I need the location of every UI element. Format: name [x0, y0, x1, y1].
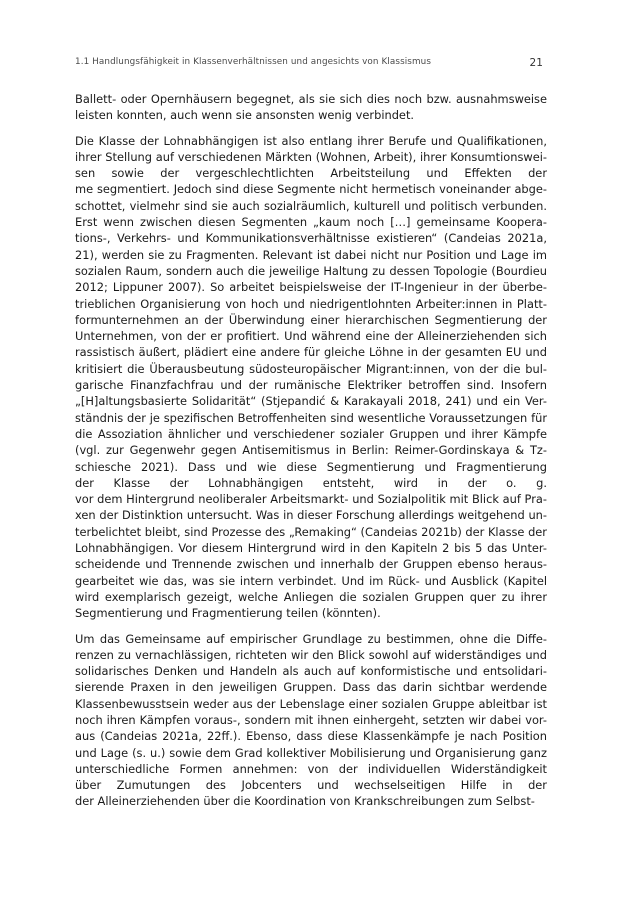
text-line: der Klasse der Lohnabhängigen entsteht, wird in der o. g. [75, 475, 547, 490]
text-line: scheidende und Trennende zwischen und innerhalb der Gruppen ebenso heraus- [75, 557, 547, 572]
text-line: rassistisch äußert, plädiert eine andere für gleiche Löhne in der gesamten EU und [75, 345, 547, 360]
text-line: formunternehmen an der Überwindung einer hierarchischen Segmentierung der [75, 312, 547, 327]
text-line: Segmentierung und Fragmentierung teilen (könnten). [75, 606, 381, 621]
text-line: Ballett- oder Opernhäusern begegnet, als sie sich dies noch bzw. ausnahmsweise [75, 92, 547, 106]
text-line: sozialen Raum, sondern auch die jeweilige Haltung zu dessen Topologie (Bourdieu [75, 263, 547, 278]
text-line: die Assoziation ähnlicher und verschiedener sozialer Gruppen und ihrer Kämpfe [75, 426, 547, 441]
text-line: (vgl. zur Gegenwehr gegen Antisemitismus in Berlin: Reimer-Gordinskaya & Tz- [75, 443, 547, 458]
text-line: 2012; Lippuner 2007). So arbeitet beispielsweise der IT-Ingenieur in der überbe- [75, 280, 547, 295]
text-line: Erst wenn zwischen diesen Segmenten „kaum noch […] gemeinsame Koopera- [75, 215, 547, 230]
text-line: schiesche 2021). Dass und wie diese Segmentierung und Fragmentierung [75, 459, 547, 474]
text-line: solidarisches Denken und Handeln als auch auf konformistische und entsolidari- [75, 664, 547, 679]
paragraph [75, 133, 547, 622]
text-line: sierende Praxen in den jeweiligen Gruppen. Dass das darin sichtbar werdende [75, 680, 547, 695]
text-line: aus (Candeias 2021a, 22ff.). Ebenso, dass diese Klassenkämpfe je nach Position [75, 729, 547, 744]
text-line: tions-, Verkehrs- und Kommunikationsverhältnisse existieren“ (Candeias 2021a, [75, 231, 547, 246]
text-line: Unternehmen, von der er profitiert. Und während eine der Alleinerziehenden sich [75, 329, 547, 344]
text-line: schottet, vielmehr sind sie auch sozialräumlich, kulturell und politisch verbunden. [75, 198, 547, 213]
text-line: Klassenbewusstsein weder aus der Lebenslage einer sozialen Gruppe ableitbar ist [75, 696, 547, 711]
text-line: garische Finanzfachfrau und der rumänische Elektriker betroffen sind. Insofern [75, 378, 547, 393]
text-line: ihrer Stellung auf verschiedenen Märkten (Wohnen, Arbeit), ihrer Konsumtionswei- [75, 149, 547, 164]
text-line: me segmentiert. Jedoch sind diese Segmente nicht hermetisch voneinander abge- [75, 182, 547, 197]
text-line: wird exemplarisch gezeigt, welche Anliegen die sozialen Gruppen quer zu ihrer [75, 589, 547, 604]
text-line: trieblichen Organisierung von hoch und niedrigentlohnten Arbeiter:innen in Platt- [75, 296, 547, 311]
text-line: gearbeitet wie das, was sie intern verbindet. Und im Rück- und Ausblick (Kapitel [75, 573, 547, 588]
text-line: noch ihren Kämpfen voraus-, sondern mit ihnen einhergeht, setzten wir dabei vor- [75, 712, 547, 727]
text-line: unterschiedliche Formen annehmen: von der individuellen Widerständigkeit [75, 761, 547, 776]
page-number: 21 [529, 57, 543, 69]
text-line: „[H]altungsbasierte Solidarität“ (Stjepandić & Karakayali 2018, 241) und ein Ver- [75, 394, 547, 409]
running-head [75, 57, 543, 71]
text-line: Um das Gemeinsame auf empirischer Grundlage zu bestimmen, ohne die Diffe- [75, 631, 547, 646]
text-line: über Zumutungen des Jobcenters und wechselseitigen Hilfe in der [75, 778, 547, 793]
text-line: der Alleinerziehenden über die Koordination von Krankschreibungen zum Selbst- [75, 794, 535, 809]
running-head-title: 1.1 Handlungsfähigkeit in Klassenverhältnissen und angesichts von Klassismus [75, 57, 432, 67]
text-line: terbelichtet bleibt, sind Prozesse des „Remaking“ (Candeias 2021b) der Klasse der [75, 524, 547, 539]
text-line: leisten konnten, auch wenn sie ansonsten wenig verbindet. [75, 108, 415, 123]
paragraph [75, 91, 547, 124]
text-line: renzen zu vernachlässigen, richteten wir den Blick sowohl auf widerständiges und [75, 647, 547, 662]
text-line: sen sowie der vergeschlechtlichten Arbeitsteilung und Effekten der [75, 166, 547, 181]
text-line: kritisiert die Überausbeutung südosteuropäischer Migrant:innen, von der die bul- [75, 361, 547, 376]
text-line: Lohnabhängigen. Vor diesem Hintergrund wird in den Kapiteln 2 bis 5 das Unter- [75, 541, 547, 556]
text-line: Die Klasse der Lohnabhängigen ist also entlang ihrer Berufe und Qualifikationen, [75, 133, 547, 148]
body-text [75, 91, 547, 819]
paragraph [75, 631, 547, 810]
text-line: vor dem Hintergrund neoliberaler Arbeitsmarkt- und Sozialpolitik mit Blick auf Pra- [75, 492, 547, 507]
text-line: und Lage (s. u.) sowie dem Grad kollektiver Mobilisierung und Organisierung ganz [75, 745, 547, 760]
text-line: ständnis der je spezifischen Betroffenheiten sind wesentliche Voraussetzungen für [75, 410, 547, 425]
text-line: xen der Distinktion untersucht. Was in dieser Forschung allerdings weitgehend un- [75, 508, 547, 523]
text-line: 21), werden sie zu Fragmenten. Relevant ist dabei nicht nur Position und Lage im [75, 247, 547, 262]
